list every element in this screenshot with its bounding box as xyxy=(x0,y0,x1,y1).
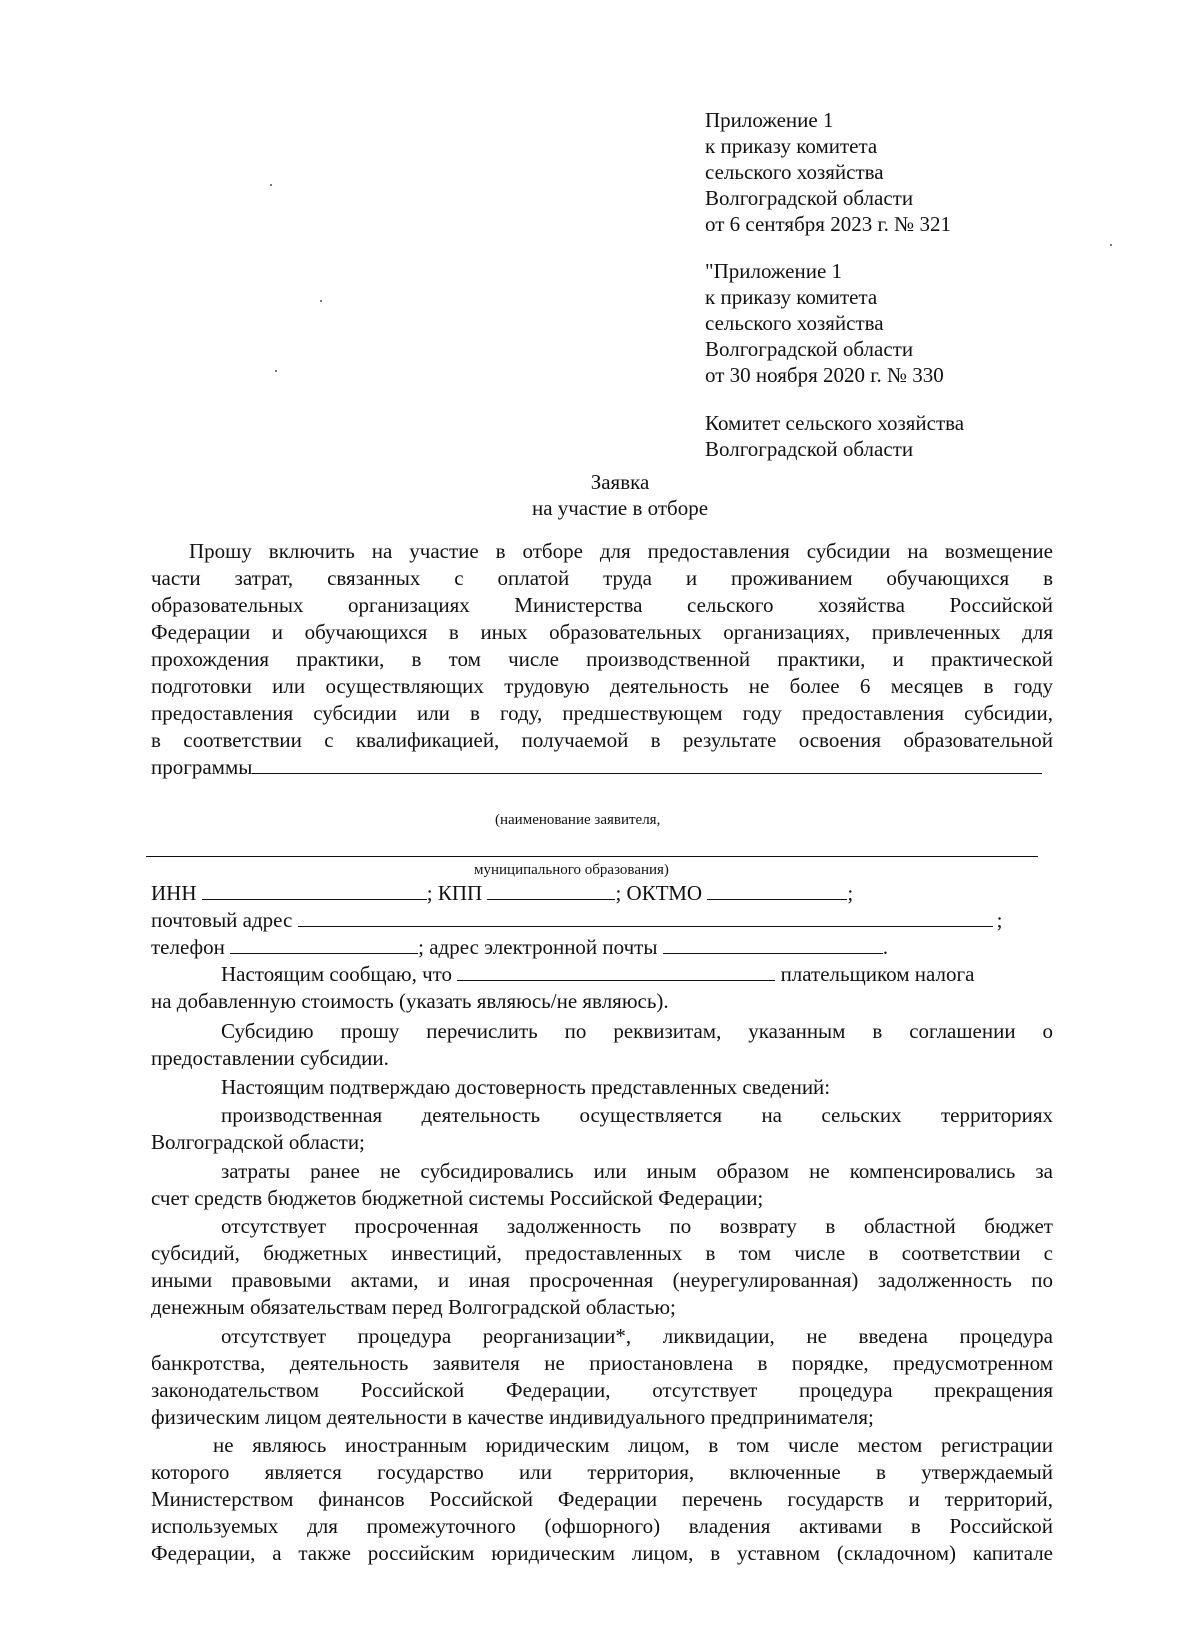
caption-applicant: (наименование заявителя, xyxy=(495,812,661,828)
scan-speck xyxy=(270,184,272,186)
text-line: иными правовыми актами, и иная просроченная (неурегулированная) задолженность по xyxy=(151,1268,1053,1292)
postal-line xyxy=(151,907,1053,934)
intro-paragraph xyxy=(151,538,1053,781)
text-line: предоставлении субсидии. xyxy=(151,1046,389,1070)
scan-speck xyxy=(1110,244,1112,246)
oktmo-label: ; ОКТМО xyxy=(615,881,703,905)
document-subtitle: на участие в отборе xyxy=(531,496,709,520)
appendix-line: Волгоградской области xyxy=(705,337,914,361)
text-line: Волгоградской области; xyxy=(151,1130,365,1154)
paragraph-territories xyxy=(151,1102,1053,1156)
oktmo-field[interactable] xyxy=(707,881,847,900)
email-label: ; адрес электронной почты xyxy=(418,935,658,959)
text-line: не являюсь иностранным юридическим лицом, в том числе местом регистрации xyxy=(213,1433,1053,1457)
text-line: Субсидию прошу перечислить по реквизитам, указанным в соглашении о xyxy=(221,1019,1053,1043)
kpp-label: ; КПП xyxy=(426,881,483,905)
caption-municipality: муниципального образования) xyxy=(474,862,669,878)
document-title: Заявка xyxy=(590,470,650,494)
vat-status-field[interactable] xyxy=(457,962,775,981)
paragraph-debt xyxy=(151,1213,1053,1321)
text-line: Настоящим подтверждаю достоверность представленных сведений: xyxy=(221,1075,831,1099)
text-line: субсидий, бюджетных инвестиций, предоставленных в том числе в соответствии с xyxy=(151,1241,1053,1265)
email-field[interactable] xyxy=(663,935,883,954)
paragraph-transfer xyxy=(151,1018,1053,1072)
text-line: Министерством финансов Российской Федерации перечень государств и территорий, xyxy=(151,1487,1053,1511)
text-line: счет средств бюджетов бюджетной системы Российской Федерации; xyxy=(151,1186,764,1210)
vat-prefix: Настоящим сообщаю, что xyxy=(221,962,453,986)
requisites-line xyxy=(151,880,1053,907)
appendix-line: Волгоградской области xyxy=(705,186,914,210)
appendix-line: "Приложение 1 xyxy=(705,259,843,283)
postal-label: почтовый адрес xyxy=(151,908,293,932)
text-line xyxy=(151,754,1053,781)
text-line: части затрат, связанных с оплатой труда и проживанием обучающихся в xyxy=(151,566,1053,590)
paragraph-foreign-entity xyxy=(151,1432,1053,1567)
text-line: предоставления субсидии или в году, предшествующем году предоставления субсидии, xyxy=(151,701,1053,725)
text-line: физическим лицом деятельности в качестве индивидуального предпринимателя; xyxy=(151,1405,874,1429)
paragraph-confirm xyxy=(151,1074,1053,1101)
paragraph-reorganization xyxy=(151,1323,1053,1431)
appendix-line: сельского хозяйства xyxy=(705,311,884,335)
scan-speck xyxy=(320,300,322,302)
text-line: затраты ранее не субсидировались или иным образом не компенсировались за xyxy=(221,1159,1053,1183)
postal-address-field[interactable] xyxy=(298,908,993,927)
appendix-line: сельского хозяйства xyxy=(705,160,884,184)
applicant-name-field[interactable] xyxy=(146,856,1038,857)
inn-label: ИНН xyxy=(151,881,197,905)
inn-field[interactable] xyxy=(202,881,427,900)
text-line: производственная деятельность осуществляется на сельских территориях xyxy=(221,1103,1053,1127)
contact-line xyxy=(151,934,1053,961)
scan-speck xyxy=(275,370,277,372)
text-line: законодательством Российской Федерации, отсутствует процедура прекращения xyxy=(151,1378,1053,1402)
phone-label: телефон xyxy=(151,935,225,959)
appendix-original-block xyxy=(705,258,944,388)
text-line: используемых для промежуточного (офшорного) владения активами в Российской xyxy=(151,1514,1053,1538)
text-line: банкротства, деятельность заявителя не приостановлена в порядке, предусмотренном xyxy=(151,1351,1053,1375)
phone-field[interactable] xyxy=(230,935,418,954)
kpp-field[interactable] xyxy=(487,881,615,900)
text-line: Федерации и обучающихся в иных образовательных организациях, привлеченных для xyxy=(151,620,1053,644)
text-line: на добавленную стоимость (указать являюсь/не являюсь). xyxy=(151,989,669,1013)
text-line: Прошу включить на участие в отборе для предоставления субсидии на возмещение xyxy=(189,539,1053,563)
recipient-line: Волгоградской области xyxy=(705,437,914,461)
appendix-line: Приложение 1 xyxy=(705,108,834,132)
vat-paragraph xyxy=(151,961,1053,1015)
text-line: подготовки или осуществляющих трудовую деятельность не более 6 месяцев в году xyxy=(151,674,1053,698)
program-name-field[interactable] xyxy=(252,755,1042,774)
appendix-line: к приказу комитета xyxy=(705,285,878,309)
text-line: которого является государство или территория, включенные в утверждаемый xyxy=(151,1460,1053,1484)
text-line xyxy=(151,961,1053,988)
text-line: Федерации, а также российским юридическим лицом, в уставном (складочном) капитале xyxy=(151,1541,1053,1565)
text-line: прохождения практики, в том числе производственной практики, и практической xyxy=(151,647,1053,671)
text-line: в соответствии с квалификацией, получаемой в результате освоения образовательной xyxy=(151,728,1053,752)
semicolon: ; xyxy=(847,881,854,905)
appendix-line: от 30 ноября 2020 г. № 330 xyxy=(705,363,944,387)
recipient-line: Комитет сельского хозяйства xyxy=(705,411,965,435)
text-line: отсутствует процедура реорганизации*, ликвидации, не введена процедура xyxy=(221,1324,1053,1348)
text-line: отсутствует просроченная задолженность по возврату в областной бюджет xyxy=(221,1214,1053,1238)
vat-suffix: плательщиком налога xyxy=(780,962,975,986)
program-label: программы xyxy=(151,755,253,779)
semicolon: ; xyxy=(996,908,1003,932)
text-line: денежным обязательствам перед Волгоградской областью; xyxy=(151,1295,676,1319)
appendix-line: от 6 сентября 2023 г. № 321 xyxy=(705,212,951,236)
appendix-current-block xyxy=(705,107,951,237)
paragraph-costs xyxy=(151,1158,1053,1212)
text-line: образовательных организациях Министерства сельского хозяйства Российской xyxy=(151,593,1053,617)
recipient-block xyxy=(705,410,964,462)
appendix-line: к приказу комитета xyxy=(705,134,878,158)
period: . xyxy=(882,935,888,959)
